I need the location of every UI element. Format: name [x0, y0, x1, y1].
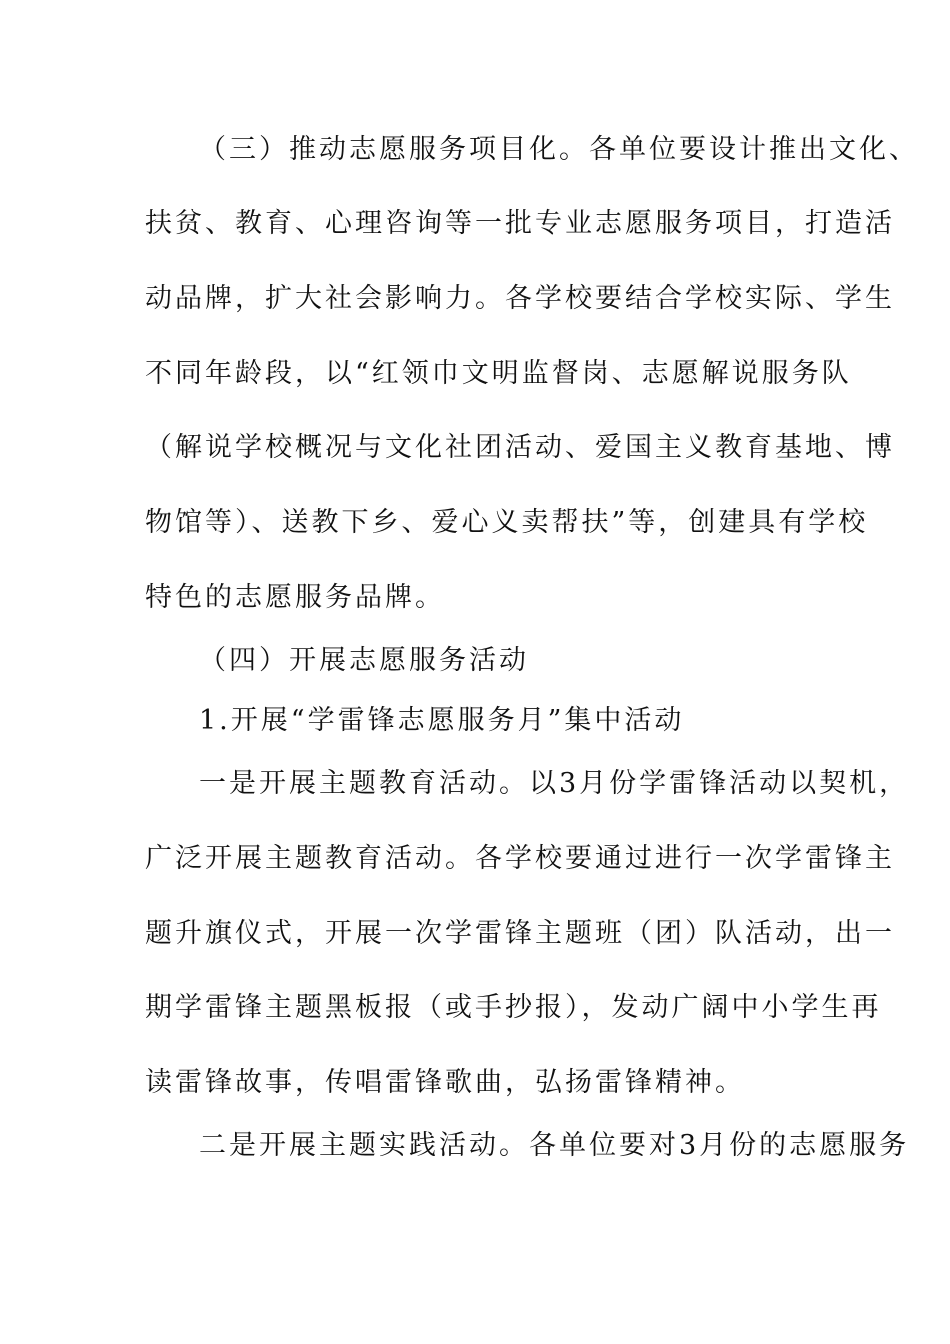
subsection-heading: 1.开展“学雷锋志愿服务月”集中活动 [199, 705, 685, 736]
paragraph-line-4: 不同年龄段，以“红领巾文明监督岗、志愿解说服务队 [145, 358, 852, 389]
paragraph-line-2: 扶贫、教育、心理咨询等一批专业志愿服务项目，打造活 [145, 208, 895, 239]
paragraph-line-11: 广泛开展主题教育活动。各学校要通过进行一次学雷锋主 [145, 843, 895, 874]
section-heading: （四）开展志愿服务活动 [199, 645, 529, 676]
paragraph-line-7: 特色的志愿服务品牌。 [145, 582, 445, 613]
paragraph-line-15: 二是开展主题实践活动。各单位要对3月份的志愿服务 [199, 1130, 910, 1161]
paragraph-line-12: 题升旗仪式，开展一次学雷锋主题班（团）队活动，出一 [145, 918, 895, 949]
paragraph-line-5: （解说学校概况与文化社团活动、爱国主义教育基地、博 [145, 432, 895, 463]
paragraph-line-14: 读雷锋故事，传唱雷锋歌曲，弘扬雷锋精神。 [145, 1067, 745, 1098]
paragraph-line-3: 动品牌，扩大社会影响力。各学校要结合学校实际、学生 [145, 283, 895, 314]
paragraph-line-10: 一是开展主题教育活动。以3月份学雷锋活动以契机， [199, 768, 910, 799]
paragraph-line-6: 物馆等）、送教下乡、爱心义卖帮扶”等，创建具有学校 [145, 507, 869, 538]
paragraph-line-1: （三）推动志愿服务项目化。各单位要设计推出文化、 [199, 134, 919, 165]
paragraph-line-13: 期学雷锋主题黑板报（或手抄报），发动广阔中小学生再 [145, 992, 882, 1023]
